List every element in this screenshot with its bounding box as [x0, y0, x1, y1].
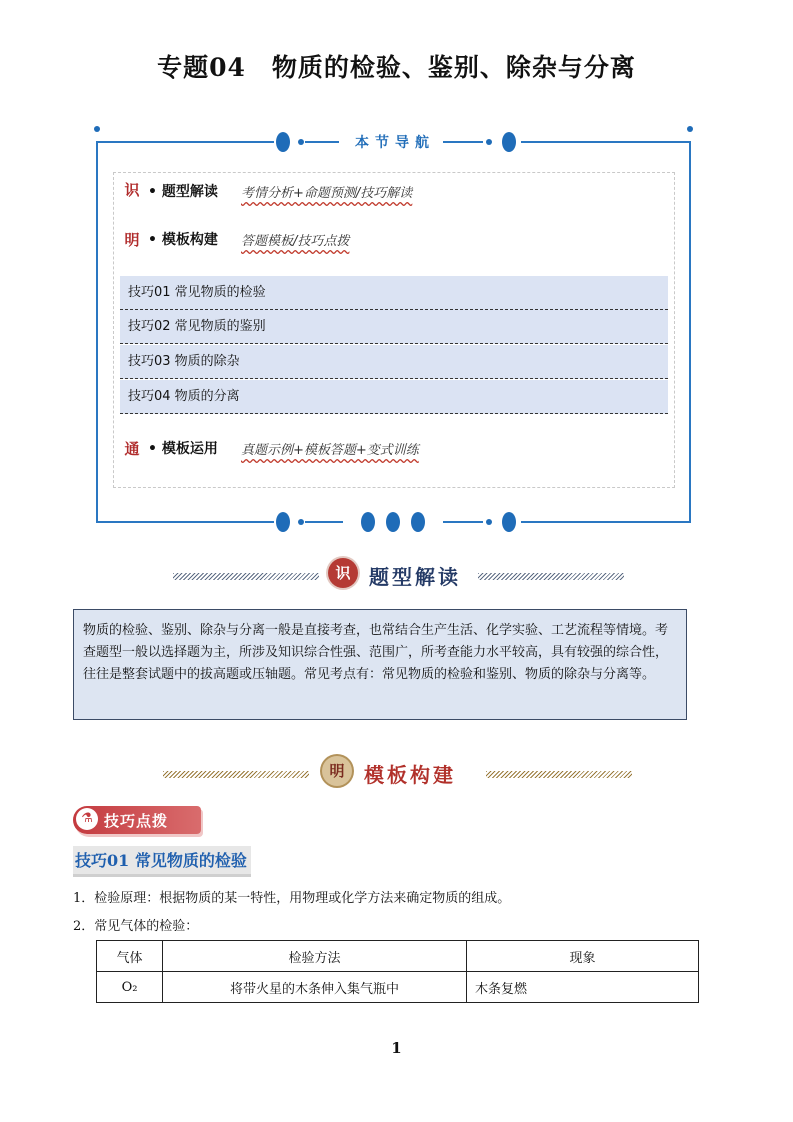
nav-top-dot — [298, 139, 304, 145]
nav-item-text: 模板构建 — [161, 232, 218, 248]
section-banner-stripe — [173, 573, 319, 580]
table-header-row — [97, 941, 699, 972]
nav-bottom-dot — [276, 512, 290, 532]
nav-bottom-dot — [386, 512, 400, 532]
nav-skill-item[interactable]: 技巧03 物质的除杂 — [120, 345, 668, 379]
nav-item-text: 模板运用 — [161, 441, 218, 457]
nav-bottom-dot — [361, 512, 375, 532]
nav-item-label[interactable]: • 模板运用 — [148, 441, 218, 457]
table-row — [97, 972, 699, 1003]
nav-corner-dot-right — [687, 126, 693, 132]
nav-bottom-dot — [411, 512, 425, 532]
nav-top-ornament — [305, 141, 339, 143]
gas-test-table — [96, 940, 699, 1003]
nav-bottom-ornament — [443, 521, 483, 523]
nav-item-label[interactable]: • 题型解读 — [148, 184, 218, 200]
nav-top-line-right — [521, 141, 691, 143]
nav-bottom-ornament — [305, 521, 343, 523]
table-cell: 将带火星的木条伸入集气瓶中 — [163, 972, 467, 1003]
nav-bottom-dot — [298, 519, 304, 525]
page-number: 1 — [391, 1039, 402, 1057]
section-badge-icon: 识 — [328, 558, 358, 588]
section-heading: 模板构建 — [364, 763, 456, 787]
nav-top-dot — [502, 132, 516, 152]
nav-seal-icon: 识 — [124, 181, 140, 199]
skill-heading: 技巧01 常见物质的检验 — [73, 846, 251, 877]
nav-bottom-dot — [502, 512, 516, 532]
nav-item-desc: 考情分析+命题预测/技巧解读 — [241, 186, 413, 201]
nav-top-dot — [486, 139, 492, 145]
nav-bottom-dot — [486, 519, 492, 525]
flask-icon: ⚗ — [76, 808, 98, 830]
section-badge-icon: 明 — [322, 756, 352, 786]
table-header-cell: 检验方法 — [163, 941, 467, 972]
nav-bottom-line-right — [521, 521, 691, 523]
nav-skill-item[interactable]: 技巧02 常见物质的鉴别 — [120, 310, 668, 344]
intro-box: 物质的检验、鉴别、除杂与分离一般是直接考查，也常结合生产生活、化学实验、工艺流程等情境。考查题型一般以选择题为主，所涉及知识综合性强、范围广，所考查能力水平较高，具有较强的综合性，往往是整套试题中的拔高题或压轴题。常见考点有：常见物质的检验和鉴别、物质的除杂与分离等。 — [73, 609, 687, 720]
nav-item-text: 题型解读 — [161, 184, 218, 200]
nav-item-desc: 答题模板/技巧点拨 — [241, 234, 350, 249]
section-banner-stripe — [478, 573, 624, 580]
paragraph: 1．检验原理：根据物质的某一特性，用物理或化学方法来确定物质的组成。 — [73, 891, 511, 906]
section-banner-stripe — [486, 771, 632, 778]
nav-seal-icon: 明 — [124, 231, 140, 249]
nav-item-desc: 真题示例+模板答题+变式训练 — [241, 443, 419, 458]
nav-top-line-left — [96, 141, 274, 143]
nav-seal-icon: 通 — [124, 440, 140, 458]
nav-item-label[interactable]: • 模板构建 — [148, 232, 218, 248]
page-title: 专题04 物质的检验、鉴别、除杂与分离 — [157, 53, 636, 82]
nav-bottom-line-left — [96, 521, 274, 523]
table-header-cell: 气体 — [97, 941, 163, 972]
table-cell: 木条复燃 — [467, 972, 699, 1003]
section-banner-stripe — [163, 771, 309, 778]
table-header-cell: 现象 — [467, 941, 699, 972]
nav-corner-dot-left — [94, 126, 100, 132]
nav-top-dot — [276, 132, 290, 152]
table-cell: O₂ — [97, 972, 163, 1003]
nav-heading: 本节导航 — [355, 135, 435, 151]
nav-skill-item[interactable]: 技巧01 常见物质的检验 — [120, 276, 668, 310]
nav-skill-item[interactable]: 技巧04 物质的分离 — [120, 380, 668, 414]
paragraph: 2．常见气体的检验： — [73, 919, 199, 934]
section-heading: 题型解读 — [369, 565, 461, 589]
skill-tip-tag-text: 技巧点拨 — [104, 812, 169, 830]
